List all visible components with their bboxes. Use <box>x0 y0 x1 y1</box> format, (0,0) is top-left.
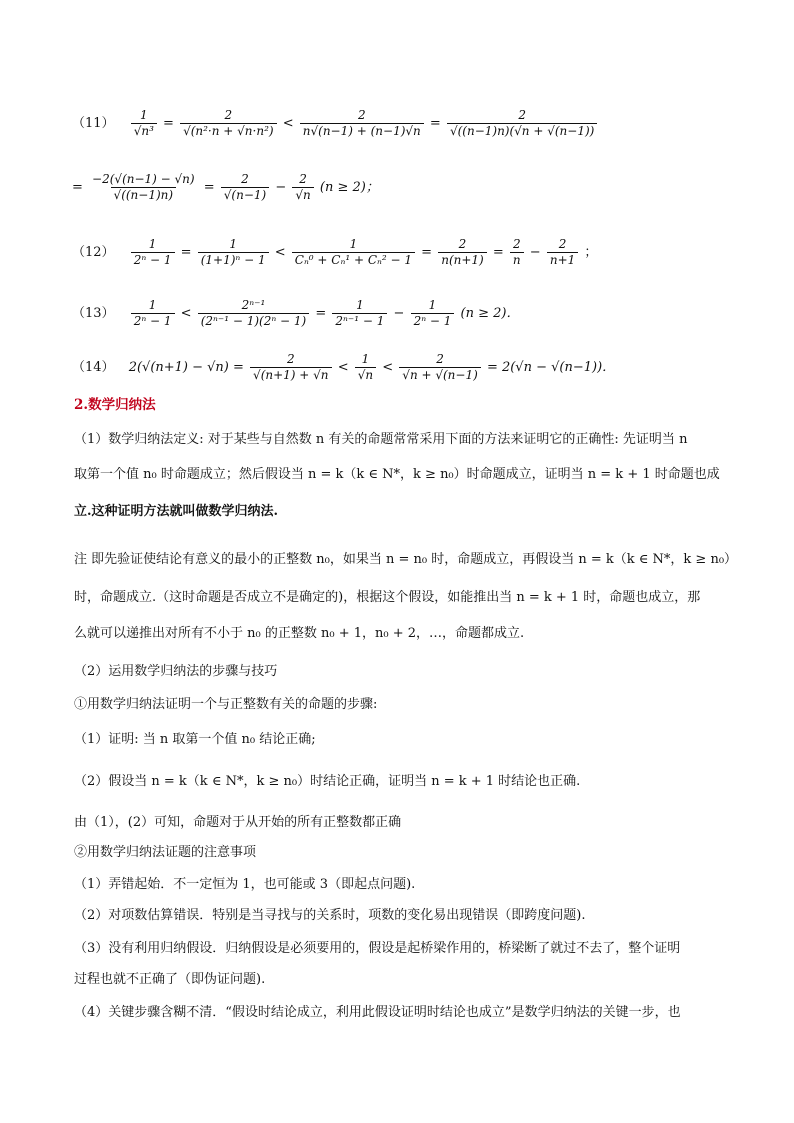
fraction: $\frac{2}{\text{√(n²·n + √n·n²)}}$ <box>180 108 277 139</box>
subsection-title: （2）运用数学归纳法的步骤与技巧 <box>74 664 278 679</box>
formula-12: （12） $\frac{1}{\text{2ⁿ − 1}}$ = $\frac{1}{\text{(1+1)ⁿ − 1}}$ < $\frac{1}{\text{Cₙ⁰ + Cₙ¹ + Cₙ² − 1}}$ = $\frac{2}{n(n+1)}$ = $\frac{2}{n}$ − $\frac{2}{n+1}$ ； <box>72 237 598 267</box>
note-item-1: （1）弄错起始．不一定恒为 1，也可能或 3（即起点问题). <box>74 877 416 892</box>
fraction: $\frac{\text{2ⁿ⁻¹}}{\text{(2ⁿ⁻¹ − 1)(2ⁿ − 1)}}$ <box>198 298 310 329</box>
section-heading: 2.数学归纳法 <box>74 397 156 413</box>
formula-tag: （13） <box>72 306 115 321</box>
note-item-3-line1: （3）没有利用归纳假设．归纳假设是必须要用的，假设是起桥梁作用的，桥梁断了就过不去了，整个证明 <box>74 941 681 956</box>
fraction: $\frac{2}{√n}$ <box>292 172 313 203</box>
fraction: $\frac{1}{\text{2ⁿ − 1}}$ <box>411 298 455 329</box>
fraction: $\frac{1}{\text{2ⁿ⁻¹ − 1}}$ <box>332 298 387 329</box>
step-1: （1）证明: 当 n 取第一个值 n₀ 结论正确; <box>74 732 316 747</box>
note-line-1: 注 即先验证使结论有意义的最小的正整数 n₀，如果当 n = n₀ 时，命题成立，再假设当 n = k（k ∈ N*，k ≥ n₀） <box>74 552 738 567</box>
formula-11-line2: = $\frac{-2(√(n-1) - √n)}{√((n-1)n)}$ = $\frac{2}{√(n-1)}$ − $\frac{2}{√n}$ (n ≥ 2)； <box>72 172 379 202</box>
steps-title: ①用数学归纳法证明一个与正整数有关的命题的步骤: <box>74 697 378 712</box>
formula-14: （14） 2(√(n+1) − √n) = $\frac{2}{√(n+1) + √n}$ < $\frac{1}{√n}$ < $\frac{2}{√n + √(n-1)}$ = 2(√n − √(n−1))． <box>72 352 616 382</box>
definition-line-3: 立.这种证明方法就叫做数学归纳法. <box>74 504 279 519</box>
notes-title: ②用数学归纳法证题的注意事项 <box>74 845 257 860</box>
fraction: $\frac{1}{\text{(1+1)ⁿ − 1}}$ <box>198 237 269 268</box>
step-2: （2）假设当 n = k（k ∈ N*，k ≥ n₀）时结论正确，证明当 n = k + 1 时结论也正确. <box>74 774 581 789</box>
fraction: $\frac{1}{√n}$ <box>355 352 376 383</box>
note-item-4: （4）关键步骤含糊不清．“假设时结论成立，利用此假设证明时结论也成立”是数学归纳法的关键一步，也 <box>74 1005 681 1020</box>
fraction: $\frac{-2(√(n-1) - √n)}{√((n-1)n)}$ <box>92 172 195 202</box>
formula-13: （13） $\frac{1}{\text{2ⁿ − 1}}$ < $\frac{\text{2ⁿ⁻¹}}{\text{(2ⁿ⁻¹ − 1)(2ⁿ − 1)}}$ = $\frac{1}{\text{2ⁿ⁻¹ − 1}}$ − $\frac{1}{\text{2ⁿ − 1}}$ (n ≥ 2)． <box>72 298 520 328</box>
fraction: $\frac{1}{\text{2ⁿ − 1}}$ <box>131 298 175 329</box>
fraction: $\frac{2}{√(n+1) + √n}$ <box>250 352 332 383</box>
fraction: $\frac{2}{√n + √(n-1)}$ <box>399 352 481 383</box>
definition-line-2: 取第一个值 n₀ 时命题成立；然后假设当 n = k（k ∈ N*，k ≥ n₀）时命题成立，证明当 n = k + 1 时命题也成 <box>74 467 720 482</box>
note-item-2: （2）对项数估算错误．特别是当寻找与的关系时，项数的变化易出现错误（即跨度问题). <box>74 908 586 923</box>
fraction: $\frac{2}{√((n-1)n)(√n + √(n-1))}$ <box>447 108 597 139</box>
definition-line-1: （1）数学归纳法定义: 对于某些与自然数 n 有关的命题常常采用下面的方法来证明它的正确性: 先证明当 n <box>74 432 688 447</box>
fraction: $\frac{2}{n√(n-1) + (n-1)√n}$ <box>300 108 424 139</box>
fraction: $\frac{2}{n+1}$ <box>547 237 578 268</box>
formula-tag: （14） <box>72 360 115 375</box>
note-line-3: 么就可以递推出对所有不小于 n₀ 的正整数 n₀ + 1，n₀ + 2，…，命题都成立. <box>74 626 525 641</box>
note-item-3-line2: 过程也就不正确了（即伪证问题). <box>74 972 266 987</box>
note-line-2: 时，命题成立.（这时命题是否成立不是确定的)，根据这个假设，如能推出当 n = k + 1 时，命题也成立，那 <box>74 590 701 605</box>
fraction: $\frac{2}{√(n-1)}$ <box>221 172 269 203</box>
formula-11-line1: （11） $\frac{1}{\text{√n³}}$ = $\frac{2}{\text{√(n²·n + √n·n²)}}$ < $\frac{2}{n√(n-1) + (n-1)√n}$ = $\frac{2}{√((n-1)n)(√n + √(n-1))}$ <box>72 108 599 139</box>
fraction: $\frac{2}{n}$ <box>510 237 524 268</box>
fraction: $\frac{1}{\text{Cₙ⁰ + Cₙ¹ + Cₙ² − 1}}$ <box>292 237 415 268</box>
fraction: $\frac{2}{n(n+1)}$ <box>438 237 487 268</box>
formula-tag: （11） <box>72 116 115 131</box>
fraction: $\frac{1}{\text{√n³}}$ <box>131 108 157 139</box>
step-conclusion: 由（1），(2）可知，命题对于从开始的所有正整数都正确 <box>74 815 402 830</box>
fraction: $\frac{1}{\text{2ⁿ − 1}}$ <box>131 237 175 268</box>
formula-tag: （12） <box>72 245 115 260</box>
